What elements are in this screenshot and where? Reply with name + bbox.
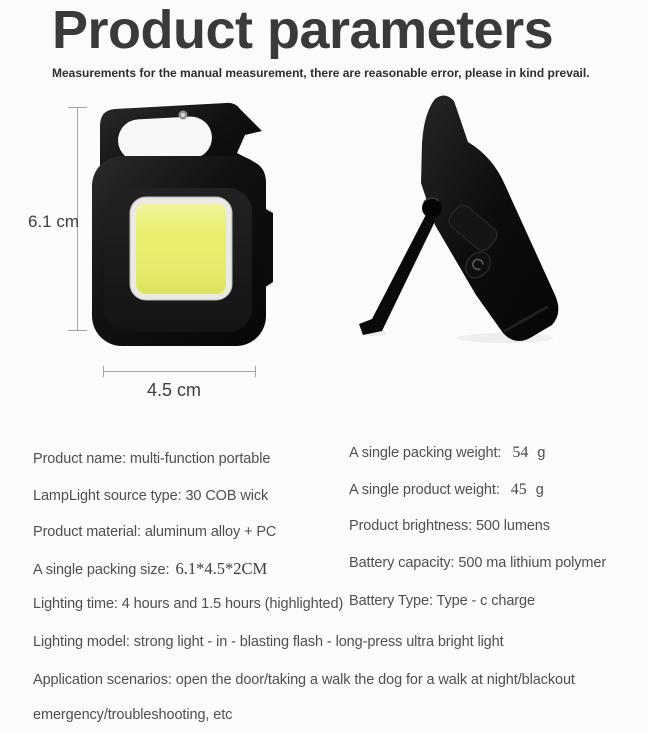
page-subtitle: Measurements for the manual measurement, there are reasonable error, please in kind prevail. xyxy=(52,66,590,80)
spec-brightness: Product brightness: 500 lumens xyxy=(349,518,550,534)
spec-material: Product material: aluminum alloy + PC xyxy=(33,524,277,540)
spec-product-weight-value: 45 xyxy=(510,481,527,498)
spec-application-line2: emergency/troubleshooting, etc xyxy=(33,707,233,723)
height-dimension-label: 6.1 cm xyxy=(28,212,80,231)
spec-packing-weight-label: A single packing weight: xyxy=(349,445,502,461)
side-view-photo xyxy=(355,95,575,345)
spec-light-source: LampLight source type: 30 COB wick xyxy=(33,488,269,504)
spec-product-weight-unit: g xyxy=(535,482,544,498)
width-dimension-label: 4.5 cm xyxy=(147,380,202,400)
spec-packing-weight-unit: g xyxy=(537,445,546,461)
spec-product-weight xyxy=(349,481,544,499)
height-tick-bottom xyxy=(68,330,87,331)
spec-packing-size-label: A single packing size: xyxy=(33,562,170,578)
width-dimension-line xyxy=(103,371,256,372)
spec-product-name: Product name: multi-function portable xyxy=(33,451,271,467)
width-tick-right xyxy=(255,366,256,377)
lamp-body-side xyxy=(421,95,558,341)
height-tick-top xyxy=(68,107,87,108)
spec-battery-type: Battery Type: Type - c charge xyxy=(349,593,535,609)
spec-packing-weight xyxy=(349,444,545,462)
spec-application-line1: Application scenarios: open the door/taking a walk the dog for a walk at night/blackout xyxy=(33,672,575,688)
side-clip xyxy=(264,208,273,288)
front-view-photo xyxy=(88,100,278,350)
spec-lighting-model: Lighting model: strong light - in - blasting flash - long-press ultra bright light xyxy=(33,634,504,650)
page-title: Product parameters xyxy=(52,0,554,60)
spec-product-weight-label: A single product weight: xyxy=(349,482,500,498)
width-tick-left xyxy=(103,366,104,377)
spec-packing-size xyxy=(33,559,267,579)
spec-battery-capacity: Battery capacity: 500 ma lithium polymer xyxy=(349,555,607,571)
spec-packing-size-value: 6.1*4.5*2CM xyxy=(175,559,268,578)
kickstand-leg xyxy=(359,201,440,335)
spec-packing-weight-value: 54 xyxy=(512,444,529,461)
keyring-hole xyxy=(117,116,213,163)
spec-lighting-time: Lighting time: 4 hours and 1.5 hours (highlighted) xyxy=(33,596,344,612)
